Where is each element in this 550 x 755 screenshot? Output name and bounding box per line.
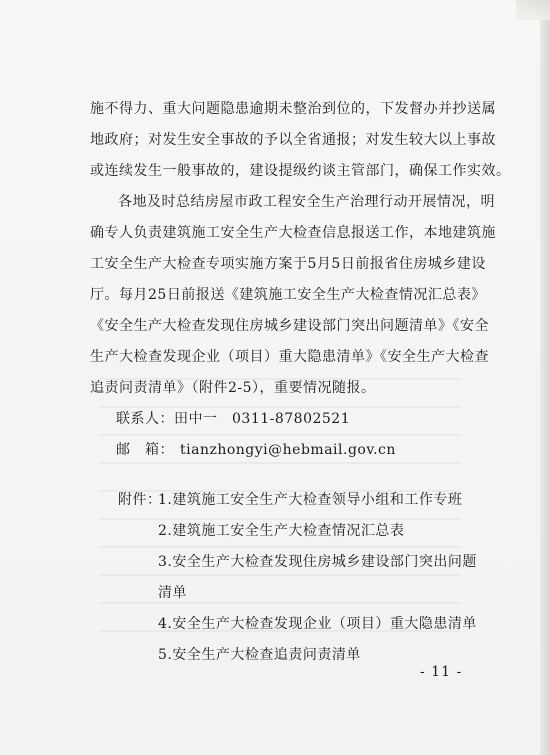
attachment-item: 1.建筑施工安全生产大检查领导小组和工作专班	[158, 492, 463, 508]
body-line: 确专人负责建筑施工安全生产大检查信息报送工作，本地建筑施	[90, 225, 496, 241]
body-line: 厅。每月25日前报送《建筑施工安全生产大检查情况汇总表》	[90, 287, 486, 303]
page-number: - 11 -	[420, 664, 463, 680]
contact-person-label: 联系人：	[116, 411, 174, 427]
attachment-item: 5.安全生产大检查追责问责清单	[158, 647, 361, 663]
attachment-item-continued: 清单	[158, 585, 187, 601]
body-line: 生产大检查发现企业（项目）重大隐患清单》《安全生产大检查	[90, 349, 489, 365]
body-line: 《安全生产大检查发现住房城乡建设部门突出问题清单》《安全	[90, 318, 489, 334]
body-line: 施不得力、重大问题隐患逾期未整治到位的，下发督办并抄送属	[90, 101, 496, 117]
attachments-label: 附件：	[118, 492, 162, 508]
contact-person-value: 田中一 0311-87802521	[174, 411, 351, 427]
body-line: 各地及时总结房屋市政工程安全生产治理行动开展情况，明	[118, 194, 495, 210]
body-line: 追责问责清单》（附件2-5），重要情况随报。	[90, 380, 376, 396]
attachment-item: 2.建筑施工安全生产大检查情况汇总表	[158, 523, 405, 539]
body-line: 或连续发生一般事故的，建设提级约谈主管部门，确保工作实效。	[90, 163, 511, 179]
contact-email	[116, 440, 396, 460]
contact-email-value: tianzhongyi@hebmail.gov.cn	[180, 442, 396, 458]
contact-person	[116, 409, 350, 429]
attachment-item: 4.安全生产大检查发现企业（项目）重大隐患清单	[158, 616, 477, 632]
body-line: 地政府；对发生安全事故的予以全省通报；对发生较大以上事故	[90, 132, 496, 148]
body-line: 工安全生产大检查专项实施方案于5月5日前报省住房城乡建设	[90, 256, 486, 272]
page-corner-fold	[516, 0, 550, 20]
attachment-item: 3.安全生产大检查发现住房城乡建设部门突出问题	[158, 554, 477, 570]
page-edge-shadow	[540, 0, 550, 755]
contact-email-label: 邮 箱：	[116, 442, 174, 458]
